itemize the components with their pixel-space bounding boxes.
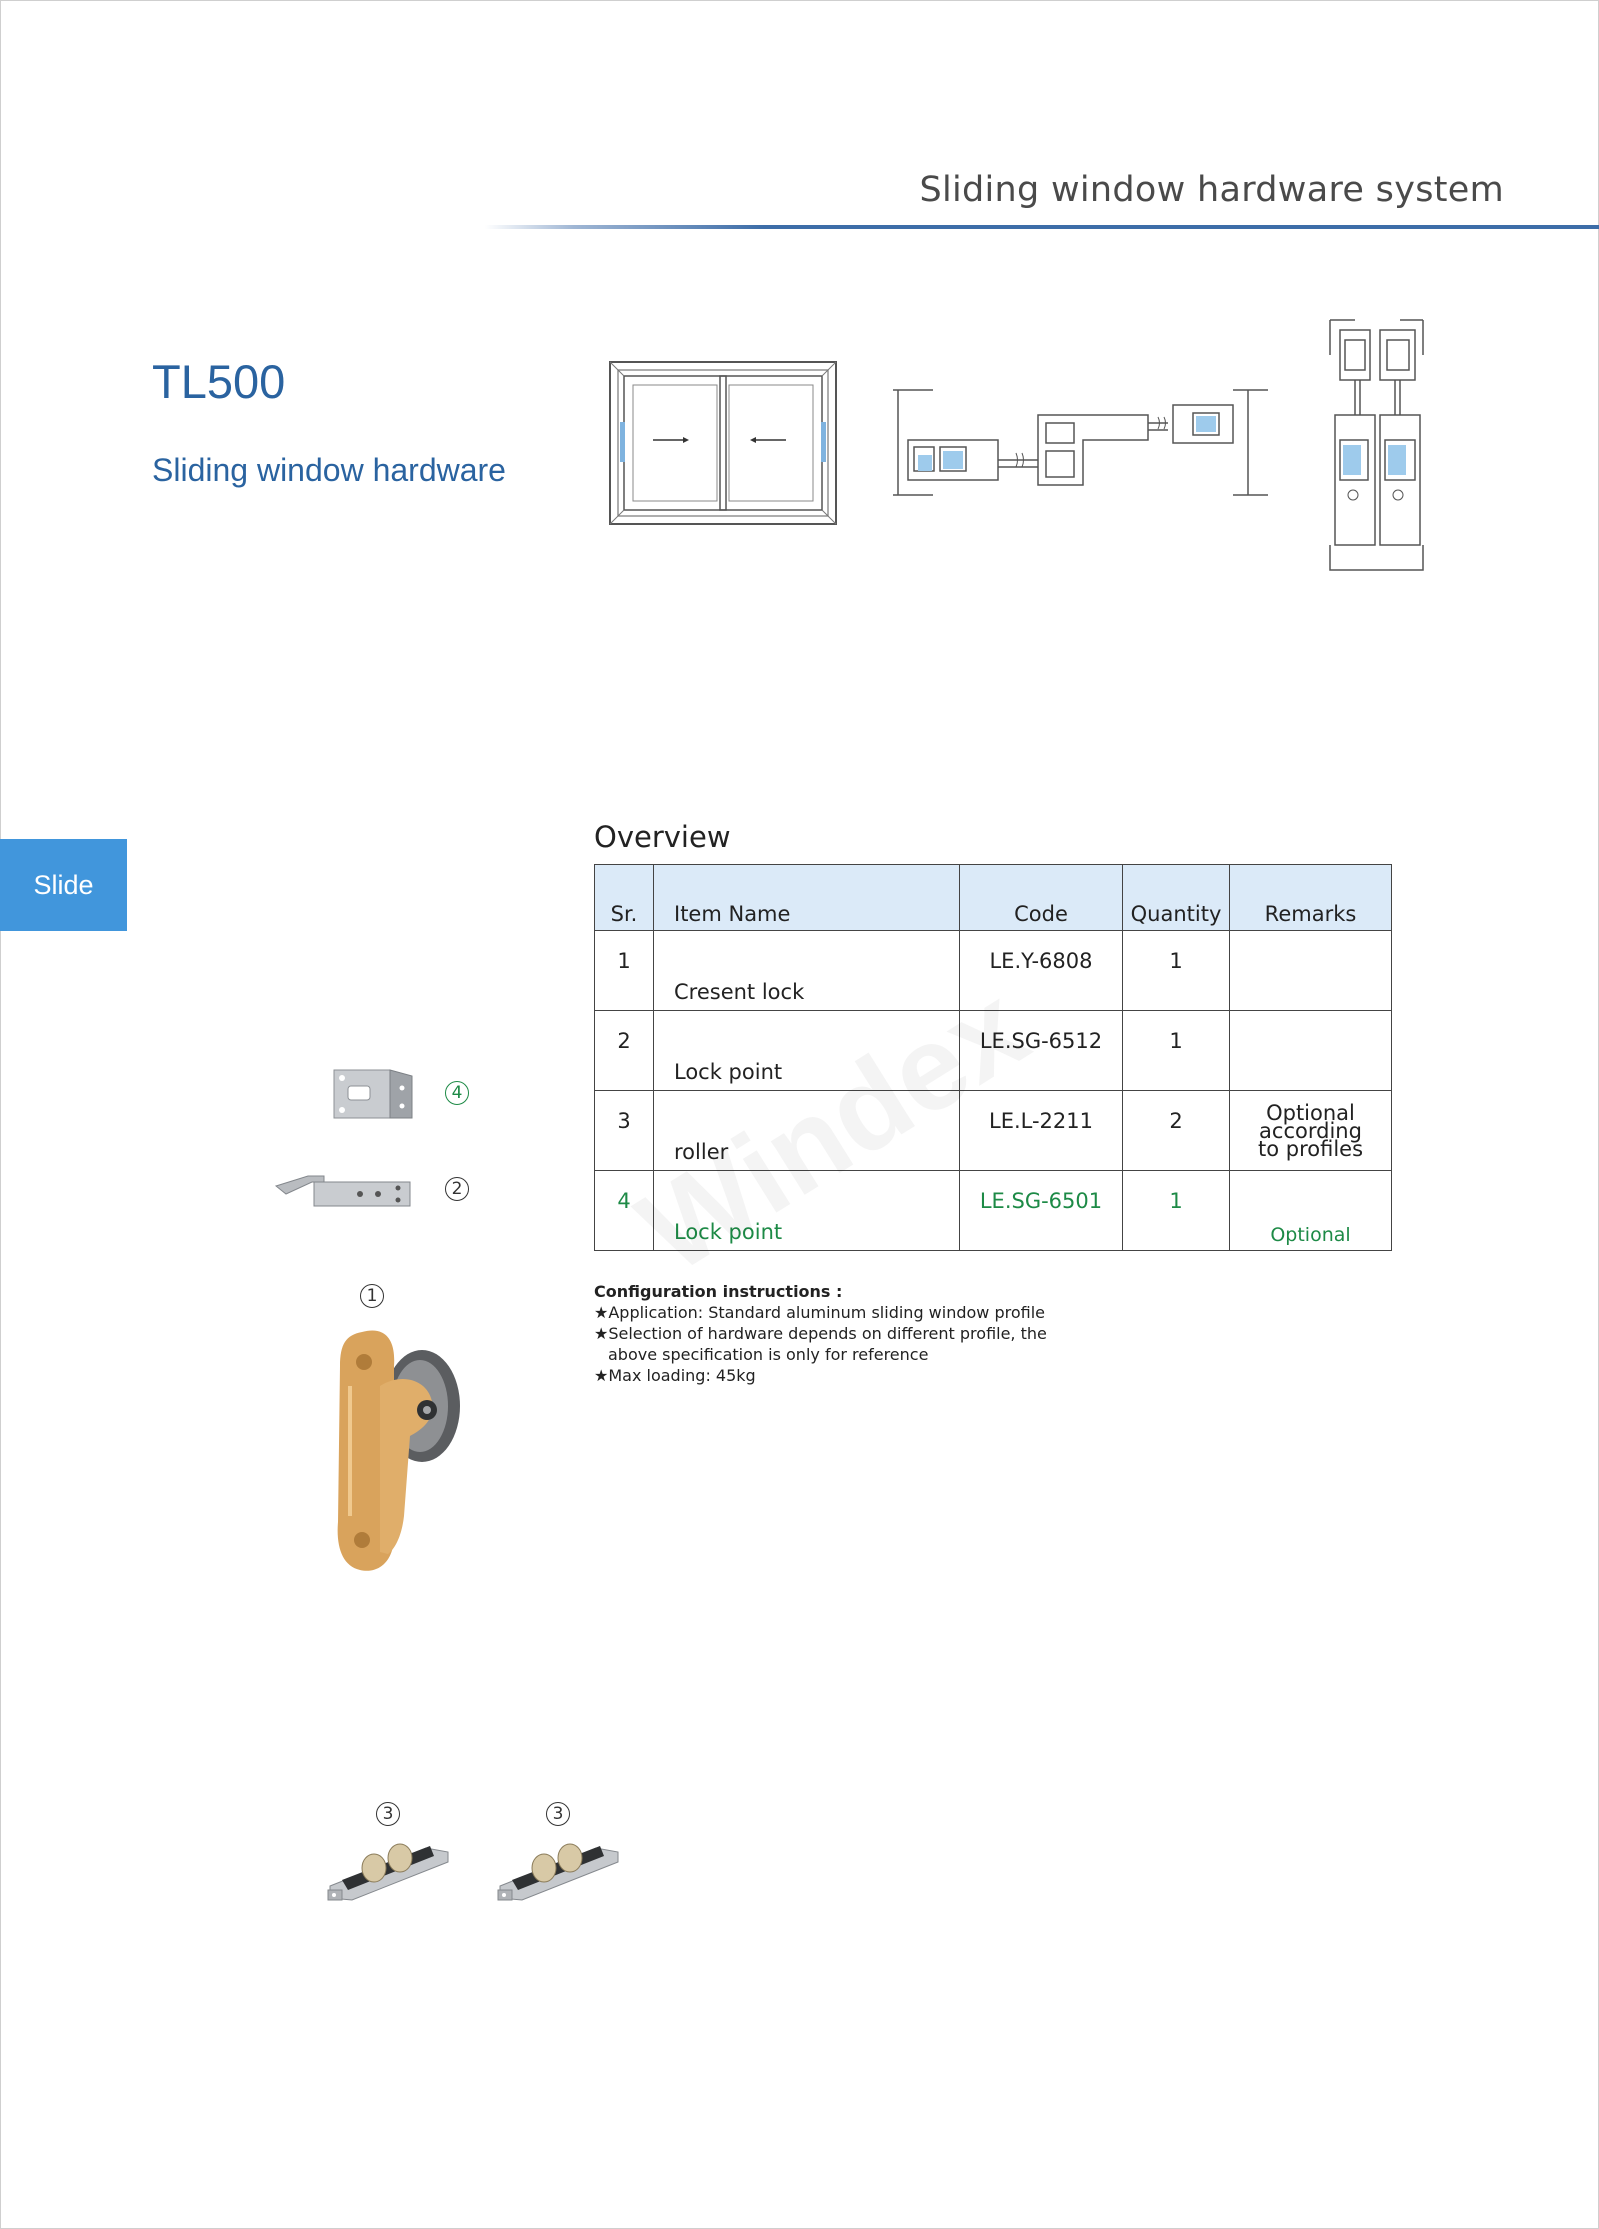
configuration-instructions bbox=[594, 1281, 1154, 1386]
cell-item-name: Lock point bbox=[654, 1011, 960, 1091]
lock-point-hook-image bbox=[274, 1172, 414, 1212]
table-row bbox=[595, 1011, 1392, 1091]
column-header-item-name: Item Name bbox=[654, 865, 960, 931]
cell-quantity: 1 bbox=[1123, 1171, 1230, 1251]
column-header-quantity: Quantity bbox=[1123, 865, 1230, 931]
lock-point-plate-image bbox=[330, 1066, 416, 1122]
table-row bbox=[595, 1171, 1392, 1251]
cell-code: LE.SG-6501 bbox=[960, 1171, 1123, 1251]
cell-remarks-line-2: to profiles bbox=[1257, 1136, 1364, 1161]
config-line: ★Selection of hardware depends on different profile, the bbox=[594, 1324, 1047, 1343]
product-code: TL500 bbox=[152, 355, 286, 408]
cell-item-name: Lock point bbox=[654, 1171, 960, 1251]
cell-sr: 2 bbox=[595, 1011, 654, 1091]
cell-remarks-line-1: Optional according bbox=[1259, 1100, 1362, 1143]
cell-code: LE.SG-6512 bbox=[960, 1011, 1123, 1091]
config-line: ★Max loading: 45kg bbox=[594, 1366, 756, 1385]
cell-item-name: Cresent lock bbox=[654, 931, 960, 1011]
cell-sr: 1 bbox=[595, 931, 654, 1011]
table-row bbox=[595, 931, 1392, 1011]
cell-remarks bbox=[1230, 1011, 1392, 1091]
cresent-lock-image bbox=[332, 1326, 464, 1588]
overview-table bbox=[594, 864, 1392, 1251]
cell-sr: 4 bbox=[595, 1171, 654, 1251]
overview-title: Overview bbox=[594, 820, 731, 854]
roller-image bbox=[496, 1828, 620, 1904]
callout-4: 4 bbox=[445, 1081, 469, 1105]
cell-remarks bbox=[1230, 931, 1392, 1011]
cell-quantity: 1 bbox=[1123, 1011, 1230, 1091]
column-header-sr: Sr. bbox=[595, 865, 654, 931]
cell-sr: 3 bbox=[595, 1091, 654, 1171]
cell-item-name: roller bbox=[654, 1091, 960, 1171]
roller-image bbox=[326, 1828, 450, 1904]
callout-2: 2 bbox=[445, 1177, 469, 1201]
cell-quantity: 1 bbox=[1123, 931, 1230, 1011]
column-header-remarks: Remarks bbox=[1230, 865, 1392, 931]
callout-3: 3 bbox=[376, 1802, 400, 1826]
cell-quantity: 2 bbox=[1123, 1091, 1230, 1171]
callout-3: 3 bbox=[546, 1802, 570, 1826]
cell-code: LE.L-2211 bbox=[960, 1091, 1123, 1171]
cell-remarks bbox=[1230, 1091, 1392, 1171]
cell-remarks: Optional bbox=[1230, 1171, 1392, 1251]
window-elevation-drawing bbox=[608, 360, 838, 526]
product-subtitle: Sliding window hardware bbox=[152, 452, 506, 488]
table-header-row bbox=[595, 865, 1392, 931]
config-line: above specification is only for reference bbox=[608, 1345, 929, 1364]
vertical-profile-section bbox=[1325, 315, 1430, 575]
header-rule bbox=[485, 225, 1599, 229]
cell-code: LE.Y-6808 bbox=[960, 931, 1123, 1011]
page-header-title: Sliding window hardware system bbox=[919, 170, 1504, 210]
callout-1: 1 bbox=[360, 1284, 384, 1308]
horizontal-profile-section bbox=[888, 385, 1273, 500]
column-header-code: Code bbox=[960, 865, 1123, 931]
config-heading: Configuration instructions : bbox=[594, 1282, 843, 1301]
table-row bbox=[595, 1091, 1392, 1171]
side-tab-slide[interactable]: Slide bbox=[0, 839, 127, 931]
config-line: ★Application: Standard aluminum sliding window profile bbox=[594, 1303, 1046, 1322]
